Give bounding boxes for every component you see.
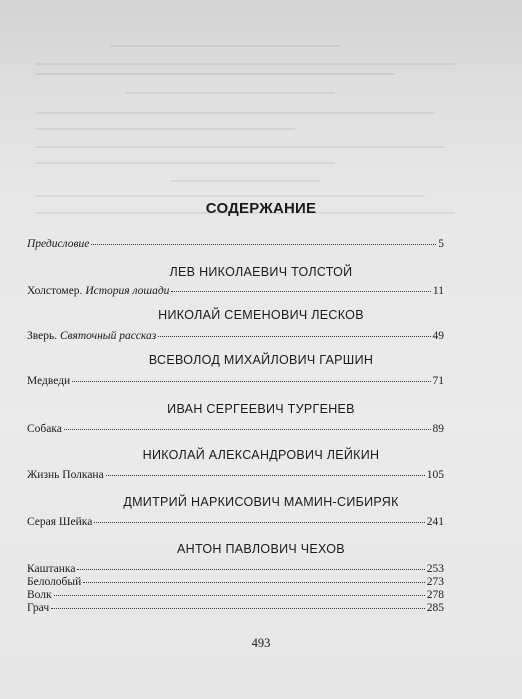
author-heading: АНТОН ПАВЛОВИЧ ЧЕХОВ [177,542,345,556]
toc-entry[interactable] [27,285,444,298]
dot-leader [106,475,425,476]
author-heading: НИКОЛАЙ СЕМЕНОВИЧ ЛЕСКОВ [158,308,364,322]
toc-entry[interactable] [27,602,444,615]
author-heading: ЛЕВ НИКОЛАЕВИЧ ТОЛСТОЙ [169,265,353,279]
dot-leader [91,244,436,245]
entry-title: Собака [27,423,62,435]
dot-leader [54,595,425,596]
entry-title: Зверь. [27,330,58,342]
page-ref: 11 [432,285,444,297]
dot-leader [158,336,430,337]
entry-title: Медведи [27,375,71,387]
page-ref: 5 [438,238,444,250]
page-number: 493 [251,636,271,650]
toc-entry-preface[interactable] [27,238,444,251]
dot-leader [171,291,431,292]
entry-subtitle: История лошади [85,285,170,297]
dot-leader [83,582,424,583]
entry-title: Предисловие [27,238,90,250]
toc-entry[interactable] [27,469,444,482]
entry-title: Жизнь Полкана [27,469,104,481]
author-heading: ДМИТРИЙ НАРКИСОВИЧ МАМИН-СИБИРЯК [123,495,399,509]
dot-leader [94,522,424,523]
entry-title: Каштанка [27,563,76,575]
toc-entry[interactable] [27,330,444,343]
page-ref: 71 [432,375,444,387]
page-ref: 278 [426,589,444,601]
page-ref: 273 [426,576,444,588]
page-ref: 89 [432,423,444,435]
toc-entry[interactable] [27,563,444,576]
dot-leader [51,608,425,609]
entry-title: Грач [27,602,50,614]
dot-leader [72,381,430,382]
dot-leader [64,429,431,430]
entry-title: Белолобый [27,576,82,588]
author-heading: ВСЕВОЛОД МИХАЙЛОВИЧ ГАРШИН [148,353,374,367]
toc-entry[interactable] [27,516,444,529]
page-ref: 285 [426,602,444,614]
toc-title: СОДЕРЖАНИЕ [205,200,317,217]
toc-entry[interactable] [27,375,444,388]
page-ref: 241 [426,516,444,528]
author-heading: ИВАН СЕРГЕЕВИЧ ТУРГЕНЕВ [167,402,355,416]
page-ref: 49 [432,330,444,342]
toc-entry[interactable] [27,423,444,436]
toc-entry[interactable] [27,589,444,602]
show-through-text [0,0,522,230]
author-heading: НИКОЛАЙ АЛЕКСАНДРОВИЧ ЛЕЙКИН [142,448,380,462]
toc-entry[interactable] [27,576,444,589]
page-ref: 253 [426,563,444,575]
entry-title: Холстомер. [27,285,83,297]
entry-subtitle: Святочный рассказ [59,330,157,342]
dot-leader [77,569,424,570]
entry-title: Серая Шейка [27,516,93,528]
entry-title: Волк [27,589,52,601]
page-ref: 105 [426,469,444,481]
